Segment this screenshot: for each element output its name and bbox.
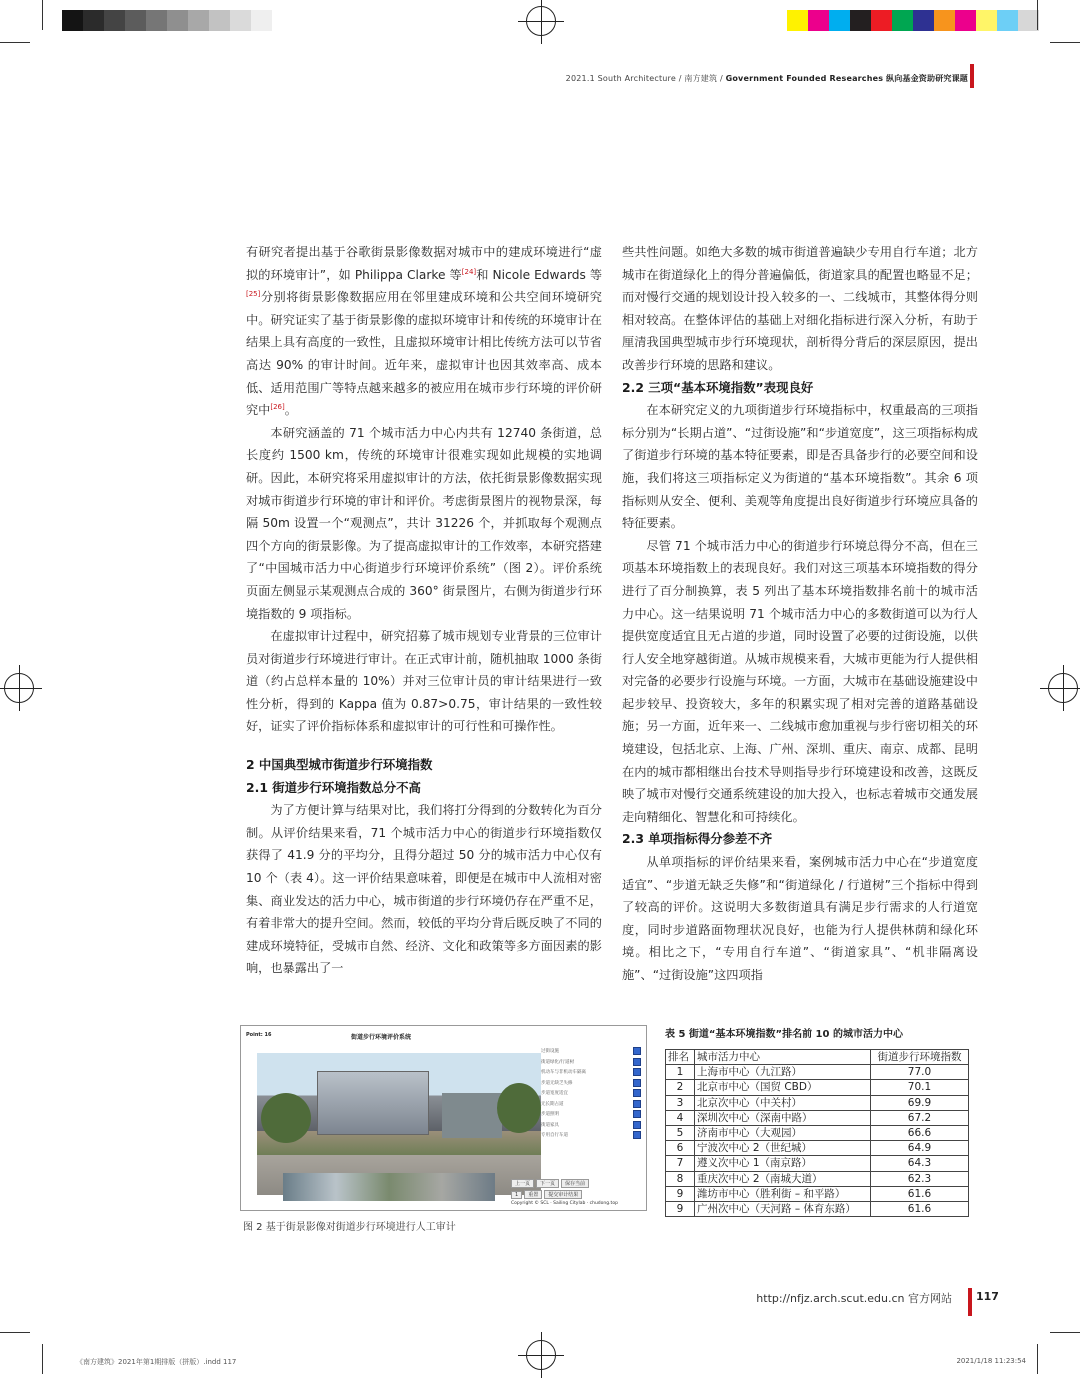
audit-controls xyxy=(511,1179,618,1206)
registration-mark-icon xyxy=(526,6,556,36)
index-value-cell: 61.6 xyxy=(871,1186,969,1201)
checkbox-icon xyxy=(633,1100,641,1108)
table-row xyxy=(666,1125,969,1140)
table-row xyxy=(666,1080,969,1095)
paragraph: 从单项指标的评价结果来看，案例城市活力中心在“步道宽度适宜”、“步道无缺乏失修”和“街道绿化 / 行道树”三个指标中得到了较高的评价。这说明大多数街道具有满足步行需求的人行道宽度，同时步道路面物理状况良好，也能为行人提供林荫和绿化环境。相比之下，“专用自行车道”、“街道家具”、“机非隔离设施”、“过街设施”这四项指 xyxy=(622,855,978,982)
panorama-thumbnail-strip xyxy=(283,1173,495,1201)
index-value-cell: 77.0 xyxy=(871,1065,969,1080)
reset-button[interactable]: 重置 xyxy=(524,1190,542,1199)
checkbox-icon xyxy=(633,1131,641,1139)
crop-mark xyxy=(1037,0,1038,30)
subsection-heading: 2.1 街道步行环境指数总分不高 xyxy=(246,779,421,795)
paragraph: 些共性问题。如绝大多数的城市街道普遍缺少专用自行车道；北方城市在街道绿化上的得分普遍偏低，街道家具的配置也略显不足；而对慢行交通的规划设计投入较多的一、二线城市，其整体得分则相对较高。在整体评估的基础上对细化指标进行深入分析，有助于厘清我国典型城市步行环境现状，剖析得分背后的深层原因，提出改善步行环境的思路和建议。 xyxy=(622,245,978,372)
figure-2-screenshot xyxy=(240,1025,647,1211)
citation: [25] xyxy=(246,290,261,299)
copyright: Copyright © SCL · Sailing Citylab · chudong.top xyxy=(511,1201,618,1206)
paragraph: 在本研究定义的九项街道步行环境指标中，权重最高的三项指标分别为“长期占道”、“过街设施”和“步道宽度”，这三项指标构成了街道步行环境的基本特征要素，即是否具备步行的必要空间和设施，我们将这三项指标定义为街道的“基本环境指数”。其余 6 项指标则从安全、便利、美观等角度提出良好街道步行环境应具备的特征要素。 xyxy=(622,403,978,531)
center-name-cell: 广州次中心（天河路 – 体育东路） xyxy=(695,1201,871,1216)
table-row xyxy=(666,1201,969,1216)
center-name-cell: 宁波次中心 2（世纪城） xyxy=(695,1141,871,1156)
print-slug: 《南方建筑》2021年第1期排版（拼版）.indd 117 xyxy=(76,1358,237,1366)
cmyk-color-bar xyxy=(787,10,1039,31)
checkbox-icon xyxy=(633,1047,641,1055)
registration-mark-icon xyxy=(526,1340,556,1370)
registration-mark-icon xyxy=(1048,673,1078,703)
rank-cell: 2 xyxy=(666,1080,695,1095)
center-name-cell: 重庆次中心 2（南城大道） xyxy=(695,1171,871,1186)
registration-mark-icon xyxy=(4,673,34,703)
prev-button[interactable]: 上一页 xyxy=(511,1179,534,1188)
index-value-cell: 62.3 xyxy=(871,1171,969,1186)
paragraph: 本研究涵盖的 71 个城市活力中心内共有 12740 条街道，总长度约 1500 km，传统的环境审计很难实现如此规模的实地调研。因此，本研究将采用虚拟审计的方法，依托街景影像数据实现对城市街道步行环境的审计和评价。考虑街景图片的视物景深，每隔 50m 设置一个“观测点”，共计 31226 个，并抓取每个观测点四个方向的街景影像。为了提高虚拟审计的工作效率，本研究搭建了“中国城市活力中心街道步行环境评价系统”（图 2）。评价系统页面左侧显示某观测点合成的 360° 街景图片，右侧为街道步行环境指数的 9 项指标。 xyxy=(246,425,602,621)
left-column xyxy=(246,241,602,980)
table-row xyxy=(666,1186,969,1201)
rank-cell: 7 xyxy=(666,1156,695,1171)
indicator-checkbox-row[interactable]: 专用自行车道 xyxy=(541,1130,641,1141)
grayscale-color-bar xyxy=(62,10,272,31)
column-header: 排名 xyxy=(666,1050,695,1065)
center-name-cell: 济南市中心（大观园） xyxy=(695,1125,871,1140)
center-name-cell: 深圳次中心（深南中路） xyxy=(695,1110,871,1125)
crop-mark xyxy=(0,1332,30,1333)
center-name-cell: 北京市中心（国贸 CBD） xyxy=(695,1080,871,1095)
center-name-cell: 北京次中心（中关村） xyxy=(695,1095,871,1110)
paragraph: 在虚拟审计过程中，研究招募了城市规划专业背景的三位审计员对街道步行环境进行审计。在正式审计前，随机抽取 1000 条街道（约占总样本量的 10%）并对三位审计员的审计结果进行一致性分析，得到的 Kappa 值为 0.87>0.75，审计结果的一致性较好，证实了评价指标体系和虚拟审计的可行性和可操作性。 xyxy=(246,629,602,734)
indicator-checkbox-row[interactable]: 步道无缺乏失修 xyxy=(541,1078,641,1089)
footer-accent-bar xyxy=(968,1288,972,1316)
index-value-cell: 64.9 xyxy=(871,1141,969,1156)
rank-cell: 8 xyxy=(666,1171,695,1186)
crop-mark xyxy=(42,0,43,30)
center-name-cell: 上海市中心（九江路） xyxy=(695,1065,871,1080)
rank-cell: 3 xyxy=(666,1095,695,1110)
checkbox-icon xyxy=(633,1089,641,1097)
rank-cell: 1 xyxy=(666,1065,695,1080)
index-value-cell: 64.3 xyxy=(871,1156,969,1171)
rank-cell: 9 xyxy=(666,1201,695,1216)
crop-mark xyxy=(0,42,30,43)
index-value-cell: 67.2 xyxy=(871,1110,969,1125)
paragraph: 尽管 71 个城市活力中心的街道步行环境总得分不高，但在三项基本环境指数上的表现良好。我们对这三项基本环境指数的得分进行了百分制换算，表 5 列出了基本环境指数排名前十的城市活力中心。这一结果说明 71 个城市活力中心的多数街道可以为行人提供宽度适宜且无占道的步道，同时设置了必要的过街设施，以供行人安全地穿越街道。从城市规模来看，大城市更能为行人提供相对完备的必要步行设施与环境。一方面，大城市在基础设施建设中起步较早、投资较大，多年的积累实现了相对完善的道路基础设施；另一方面，近年来一、二线城市愈加重视与步行密切相关的环境建设，包括北京、上海、广州、深圳、重庆、南京、成都、昆明在内的城市都相继出台技术导则指导步行环境建设和改善，这既反映了城市对慢行交通系统建设的加大投入，也标志着城市交通发展走向精细化、智慧化和可持续化。 xyxy=(622,538,978,824)
crop-mark xyxy=(42,1344,43,1374)
paragraph: 有研究者提出基于谷歌街景影像数据对城市中的建成环境进行“虚拟的环境审计”，如 Philippa Clarke 等[24]和 Nicole Edwards 等[25]分别将街景影像数据应用在邻里建成环境和公共空间环境研究中。研究证实了基于街景影像的虚拟环境审计和传统的环境审计在结果上具有高度的一致性，且虚拟环境审计相比传统方法可以节省高达 90% 的审计时间。近年来，虚拟审计也因其效率高、成本低、适用范围广等特点越来越多的被应用在城市步行环境的评价研究中[26]。 xyxy=(246,245,603,418)
table-row xyxy=(666,1141,969,1156)
citation: [24] xyxy=(461,267,477,276)
rank-cell: 9 xyxy=(666,1186,695,1201)
checkbox-icon xyxy=(633,1110,641,1118)
column-header: 街道步行环境指数 xyxy=(871,1050,969,1065)
rank-cell: 4 xyxy=(666,1110,695,1125)
next-button[interactable]: 下一页 xyxy=(536,1179,559,1188)
citation: [26] xyxy=(270,403,285,412)
crop-mark xyxy=(1050,1332,1080,1333)
checkbox-icon xyxy=(633,1068,641,1076)
center-name-cell: 潍坊市中心（胜利街 – 和平路） xyxy=(695,1186,871,1201)
page-number: 117 xyxy=(976,1290,999,1303)
indicator-checkbox-row[interactable]: 街道家具 xyxy=(541,1120,641,1131)
figure-caption: 图 2 基于街景影像对街道步行环境进行人工审计 xyxy=(243,1222,456,1233)
crop-mark xyxy=(1037,1344,1038,1374)
ranking-table xyxy=(665,1049,969,1217)
table-row xyxy=(666,1095,969,1110)
section-heading: 2 中国典型城市街道步行环境指数 xyxy=(246,757,433,773)
indicator-checkbox-row[interactable]: 步道照明 xyxy=(541,1109,641,1120)
table-caption: 表 5 街道“基本环境指数”排名前 10 的城市活力中心 xyxy=(665,1029,903,1040)
print-timestamp: 2021/1/18 11:23:54 xyxy=(956,1357,1026,1365)
paragraph: 为了方便计算与结果对比，我们将打分得到的分数转化为百分制。从评价结果来看，71 个城市活力中心的街道步行环境指数仅获得了 41.9 分的平均分，且得分超过 50 分的城市活力中心仅有 10 个（表 4）。这一评价结果意味着，即便是在城市中人流相对密集、商业发达的活力中心，城市街道的步行环境仍存在严重不足，有着非常大的提升空间。然而，较低的平均分背后既反映了不同的建成环境特征，受城市自然、经济、文化和政策等多方面因素的影响，也暴露出了一 xyxy=(246,803,602,976)
index-value-cell: 70.1 xyxy=(871,1080,969,1095)
point-input[interactable]: 1 xyxy=(511,1191,522,1199)
rank-cell: 6 xyxy=(666,1141,695,1156)
table-row xyxy=(666,1110,969,1125)
save-button[interactable]: 保存当前 xyxy=(561,1179,589,1188)
submit-button[interactable]: 提交审计结果 xyxy=(544,1190,582,1199)
header-accent-bar xyxy=(970,64,974,88)
table-row xyxy=(666,1065,969,1080)
indicator-checkbox-row[interactable]: 无长期占道 xyxy=(541,1099,641,1110)
table-header-row xyxy=(666,1050,969,1065)
subsection-heading: 2.3 单项指标得分参差不齐 xyxy=(622,831,773,847)
indicator-checkbox-row[interactable]: 过街设施 xyxy=(541,1046,641,1057)
running-head: 2021.1 South Architecture / 南方建筑 / Government Founded Researches 纵向基金资助研究课题 xyxy=(565,74,968,83)
checkbox-icon xyxy=(633,1058,641,1066)
index-value-cell: 66.6 xyxy=(871,1125,969,1140)
indicator-checkbox-row[interactable]: 步道宽度适宜 xyxy=(541,1088,641,1099)
checkbox-icon xyxy=(633,1121,641,1129)
point-label: Point: 16 xyxy=(246,1032,272,1038)
subsection-heading: 2.2 三项“基本环境指数”表现良好 xyxy=(622,379,814,395)
index-value-cell: 69.9 xyxy=(871,1095,969,1110)
center-name-cell: 遵义次中心 1（南京路） xyxy=(695,1156,871,1171)
right-column xyxy=(622,241,978,987)
index-value-cell: 61.6 xyxy=(871,1201,969,1216)
system-title: 街道步行环境评价系统 xyxy=(351,1034,412,1041)
rank-cell: 5 xyxy=(666,1125,695,1140)
indicator-checkbox-row[interactable]: 街道绿化/行道树 xyxy=(541,1057,641,1068)
table-row xyxy=(666,1171,969,1186)
column-header: 城市活力中心 xyxy=(695,1050,871,1065)
indicator-checklist xyxy=(541,1046,641,1141)
table-row xyxy=(666,1156,969,1171)
journal-website: http://nfjz.arch.scut.edu.cn 官方网站 xyxy=(756,1292,952,1305)
checkbox-icon xyxy=(633,1079,641,1087)
indicator-checkbox-row[interactable]: 机动车与非机动车隔离 xyxy=(541,1067,641,1078)
crop-mark xyxy=(1050,42,1080,43)
